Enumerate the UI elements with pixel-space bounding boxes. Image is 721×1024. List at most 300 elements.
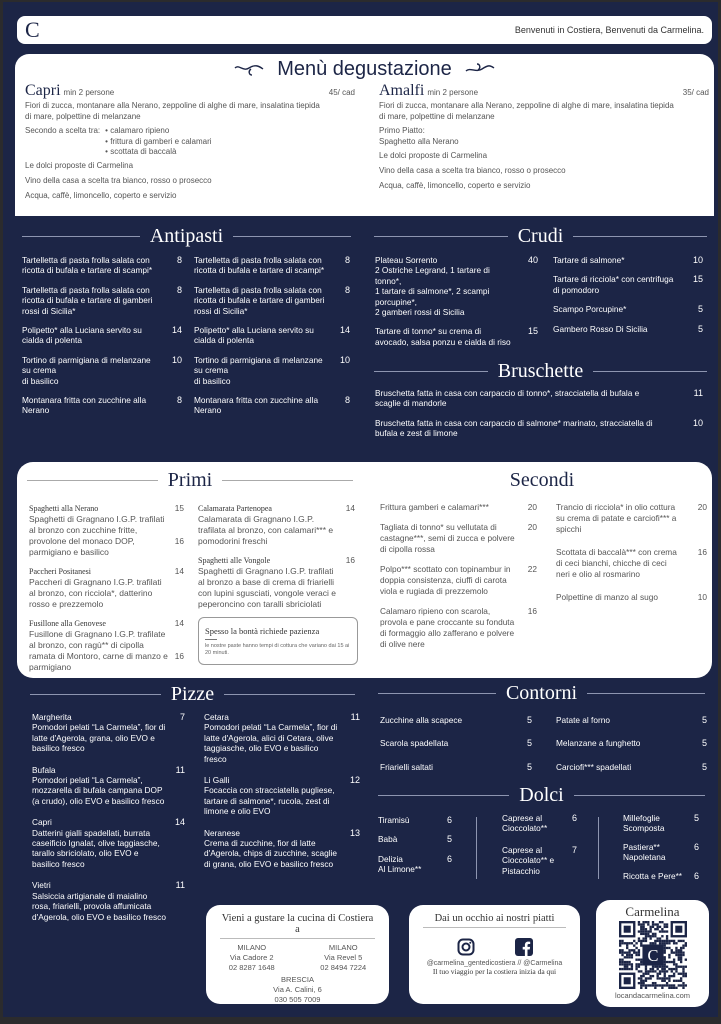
dolci-col-3 [623,813,699,881]
menu-item [553,324,703,334]
menu-item [556,592,707,603]
menu-item [375,255,538,317]
bruschette-list [375,388,703,439]
item-text [378,834,433,844]
item-name: Frittura gamberi e calamari*** [380,502,489,512]
menu-item [556,547,707,580]
item-price: 11 [175,764,185,775]
locations-title: Vieni a gustare la cucina di Costiera a [220,913,375,939]
menu-item [380,522,537,555]
locations-card [206,905,389,1004]
item-text [204,775,339,817]
item-description: Salsiccia artigianale di maialino rosa, friarielli, provola affumicata d'Agerola, olio EVO e basilico fresco [32,890,166,922]
primi-col-2 [198,503,355,610]
location-milano-revel [320,943,366,973]
option: • scottata di baccalà [105,147,211,157]
website-link[interactable]: locandacarmelina.com [614,991,691,1000]
item-name: Tortino di parmigiana di melanzane su crema di basilico [194,354,323,386]
ornament-left-icon [233,63,267,77]
cooking-time-note [198,617,358,665]
section-title: Pizze [170,683,215,705]
phone[interactable]: 030 505 7009 [274,995,321,1004]
menu-item [194,325,350,346]
item-name: Neranese [204,827,240,838]
menu-item [380,502,537,513]
item-name: Ricotta e Pere** [623,870,683,881]
item-name: Tartelletta di pasta frolla salata con ricotta di bufala e tartare di gamberi rossi di Sicilia* [194,284,325,316]
menu-item [204,712,360,764]
item-price: 5 [701,761,707,772]
item-text [194,255,329,276]
menu-item [32,765,185,807]
street: Via Cadore 2 [229,953,274,962]
item-name: Polpo*** scottato con topinambur in doppia consistenza, ciuffi di carota viola e rugiada di prezzemolo [380,564,511,596]
item-text [378,854,433,875]
item-text [556,738,686,748]
item-name: Plateau Sorrento 2 Ostriche Legrand, 1 tartare di tonno*, 1 tartare di salmone*, 2 scampi porcupine*, 2 gamberi rossi di Sicilia [375,255,490,318]
item-name: Scottata di baccalà*** con crema di ceci bianchi, chicche di ceci neri e olio al rosmarino [556,547,677,579]
street: Via Revel 5 [324,953,363,962]
option: • calamaro ripieno [105,126,211,136]
menu-item [556,502,707,535]
menu-item [553,255,703,265]
item-text [380,522,515,555]
item-price: 16 [697,547,707,557]
item-name: Spaghetti alle Vongole [198,556,271,565]
item-text [32,880,167,922]
tasting-title [15,58,714,81]
item-name: Tartare di tonno* su crema di avocado, salsa ponzu e cialda di riso [375,326,511,347]
menu-item [22,355,182,386]
item-price: 5 [526,738,532,749]
item-price: 11 [693,388,703,398]
item-name: Calamarata Partenopea [198,504,272,513]
item-text [194,395,329,416]
item-text [375,326,515,347]
item-price: 8 [176,395,182,406]
capri-vino: Vino della casa a scelta tra bianco, rosso o prosecco [25,176,212,186]
secondi-col-1 [380,502,537,650]
item-description: Paccheri di Gragnano I.G.P. trafilati al bronzo, con ricciola*, datterino rosso e prezzemolo [29,577,162,609]
capri-starters: Fiori di zucca, montanare alla Nerano, zeppoline di alghe di mare, insalatina tiepida di mare, polpettine di melanzane [25,101,320,121]
section-title: Bruschette [497,360,584,382]
item-text [380,606,515,650]
item-price: 15 [692,274,703,285]
item-text [556,592,681,603]
item-price: 40 [527,255,538,265]
section-title: Crudi [517,225,564,247]
contorni-col-1 [380,715,532,772]
crudi-col-2 [553,255,703,334]
item-price: 8 [344,395,350,406]
item-text [556,762,686,772]
item-name: Tartelletta di pasta frolla salata con ricotta di bufala e tartare di gamberi rossi di Sicilia* [22,284,153,316]
menu-item [29,566,184,610]
item-name: Tartare di ricciola* con centrifuga di pomodoro [553,274,674,295]
item-name: Montanara fritta con zucchine alla Nerano [22,395,147,416]
menu-item [198,555,355,610]
dolci-col-2 [502,813,577,876]
item-name: Capri [32,817,52,828]
item-text [380,762,510,772]
menu-item [556,715,707,725]
amalfi-extra: Acqua, caffè, limoncello, coperto e servizio [379,181,531,191]
capri-extra: Acqua, caffè, limoncello, coperto e servizio [25,190,177,200]
item-price: 10 [697,592,707,602]
item-price: 5 [526,715,532,725]
item-price: 20 [697,502,707,512]
menu-item [375,326,538,347]
item-name: Paccheri Positanesi [29,567,91,576]
menu-item [380,606,537,650]
city: MILANO [328,943,358,952]
menu-page [3,2,718,1017]
item-name: Patate al forno [556,715,610,725]
social-tagline: Il tuo viaggio per la costiera inizia da qui [432,967,557,976]
item-price: 10 [692,255,703,265]
menu-item [29,503,184,558]
menu-item [380,564,537,597]
item-text [553,324,678,334]
item-price: 16 [527,606,537,616]
item-name: Delizia Al Limone** [378,853,422,875]
menu-item [378,834,452,844]
menu-item [502,845,577,876]
primi-col-1 [29,503,184,673]
item-name: Tartelletta di pasta frolla salata con ricotta di bufala e tartare di scampi* [194,255,325,276]
item-price: 5 [693,813,699,823]
item-name: Polipetto* alla Luciana servito su cialda di polenta [22,325,142,346]
item-name: Bruschetta fatta in casa con carpaccio di tonno*, stracciatella di bufala e scaglie di mandorle [375,388,640,409]
item-text [375,418,655,439]
crudi-heading [374,225,707,248]
antipasti-heading [22,225,351,248]
item-name: Carciofi*** spadellati [556,761,632,772]
amalfi-dolci: Le dolci proposte di Carmelina [379,151,488,161]
item-price: 5 [526,761,532,772]
item-price: 8 [176,255,182,265]
menu-item [553,304,703,314]
item-name: Melanzane a funghetto [556,738,641,749]
item-text [380,738,510,748]
item-text [22,255,157,276]
item-name: Caprese al Cioccolato** e Pistacchio [502,844,555,876]
pizze-heading [30,683,355,706]
item-price: 8 [344,255,350,265]
menu-item [375,388,703,409]
section-title: Secondi [509,469,575,491]
facebook-icon[interactable] [515,938,533,956]
item-text [378,815,433,825]
item-name: Tartelletta di pasta frolla salata con ricotta di bufala e tartare di scampi* [22,255,153,276]
item-description: Datterini gialli spadellati, burrata caseificio Ignalat, olive taggiasche, tarallo sbriciolato, olio EVO e basilico fresco [32,827,160,869]
logo: C [25,17,40,42]
item-price: 12 [349,775,360,786]
amalfi-menu [379,82,709,196]
item-name: Tortino di parmigiana di melanzane su crema di basilico [22,354,151,386]
section-title: Antipasti [149,225,224,247]
location-brescia [206,975,389,1005]
item-price: 10 [171,354,182,365]
item-name: Scarola spadellata [380,738,449,749]
item-text [623,842,683,863]
item-name: Fusillone alla Genovese [29,619,106,628]
item-description: Fusillone di Gragnano I.G.P. trafilate al bronzo, con ragù** di cipolla ramata di Montoro, carne di manzo e parmigiano [29,629,168,672]
item-price: 13 [349,827,360,838]
item-price: 6 [693,841,699,852]
item-text [553,304,678,314]
street: Via A. Calini, 6 [273,985,322,994]
header-bar [17,16,712,44]
item-text [553,255,678,265]
menu-item [194,255,350,276]
item-price: 6 [446,853,452,864]
item-description: Crema di zucchine, fior di latte d'Agerola, chips di zucchine, scaglie di grana, olio EVO e basilico fresco [204,838,338,869]
item-text [623,813,683,834]
item-price: 10 [339,354,350,365]
social-handles: @carmelina_gentedicostiera // @Carmelina [426,960,563,967]
phone[interactable]: 02 8494 7224 [320,963,367,972]
menu-item [204,775,360,817]
menu-item [22,395,182,416]
item-text [194,325,329,346]
item-name: Bufala [32,764,56,775]
menu-item [623,842,699,863]
menu-item [22,325,182,346]
secondi-col-2 [556,502,707,603]
amalfi-price: 35/ cad [682,88,709,97]
item-description: Pomodori pelati “La Carmela”, mozzarella di bufala campana DOP (a crudo), olio EVO e basilico fresco [32,775,165,806]
item-price: 15 [527,326,538,337]
menu-item [194,355,350,386]
item-text [194,355,329,386]
pizze-col-1 [32,712,185,922]
item-price: 8 [344,284,350,295]
item-description: Spaghetti di Gragnano I.G.P. trafilati al bronzo con zucchine fritte, provolone del monaco DOP, parmigiano e basilico [29,514,165,557]
menu-item [32,817,185,869]
option: • frittura di gamberi e calamari [105,137,211,147]
item-text [380,502,515,513]
item-name: Bruschetta fatta in casa con carpaccio di salmone* marinato, stracciatella di bufala e zest di limone [375,417,653,439]
item-name: Vietri [32,880,51,891]
item-text [375,255,515,317]
item-text [380,564,515,597]
item-name: Polpettine di manzo al sugo [556,592,658,602]
capri-menu [25,82,355,206]
item-description: Pomodori pelati “La Carmela”, fior di latte d'Agerola, grana, olio EVO e basilico fresco [32,722,166,754]
item-text [32,817,167,869]
item-name: Pastiera** Napoletana [623,841,666,863]
item-text [22,285,157,316]
secondo-label: Secondo a scelta tra: [25,126,101,136]
contorni-heading [378,682,705,705]
item-price: 14 [171,325,182,336]
tagline: Benvenuti in Costiera, Benvenuti da Carmelina. [514,25,704,35]
item-text [380,715,510,725]
item-text [29,503,169,558]
item-text [22,325,157,346]
item-price: 6 [571,813,577,823]
item-name: Margherita [32,712,72,722]
note-title: Spesso la bontà richiede pazienza [205,626,320,636]
item-text [32,712,167,754]
item-price: 16 [345,555,355,565]
item-name: Trancio di ricciola* in olio cottura su crema di patate e carciofi*** a spicchi [556,502,677,534]
item-description: Spaghetti di Gragnano I.G.P. trafilati al bronzo a base di crema di friarielli con lupini sgusciati, vongole veraci e peperoncino con taralli sbriciolati [198,566,336,609]
item-price: 15 [174,503,184,513]
ornament-right-icon [462,63,496,77]
item-name: Babà [378,834,398,845]
social-title: Dai un occhio ai nostri piatti [423,913,566,928]
capri-dolci: Le dolci proposte di Carmelina [25,161,134,171]
item-text [32,765,167,807]
amalfi-title: Amalfi [379,82,425,99]
menu-item [378,815,452,825]
item-name: Friarielli saltati [380,761,434,772]
menu-item [198,503,355,547]
item-name: Li Galli [204,775,230,786]
item-name: Scampo Porcupine* [553,304,627,315]
phone[interactable]: 02 8287 1648 [228,963,275,972]
menu-item [380,762,532,772]
menu-item [32,712,185,754]
menu-item [553,274,703,295]
item-text [22,395,157,416]
amalfi-starters: Fiori di zucca, montanare alla Nerano, zeppoline di alghe di mare, insalatina tiepida di mare, polpettine di melanzane [379,101,674,121]
item-price: 10 [692,417,703,428]
dolci-heading [378,784,705,807]
item-price: 22 [527,564,537,574]
item-text [623,871,683,881]
note-text: le nostre paste hanno tempi di cottura che variano dai 15 ai 20 minuti. [205,643,350,656]
menu-item [623,871,699,881]
item-name: Tartare di salmone* [553,255,625,265]
menu-item [378,854,452,875]
item-text [556,715,686,725]
item-text [204,828,339,870]
crudi-col-1 [375,255,538,347]
item-text [556,502,681,535]
item-text [29,618,169,673]
menu-item [502,813,577,834]
item-price: 5 [701,738,707,749]
antipasti-col-1 [22,255,182,416]
instagram-icon[interactable] [457,938,475,956]
tasting-title-text: Menù degustazione [277,58,452,80]
item-description: Calamarata di Gragnano I.G.P. trafilata al bronzo, con calamari*** e pomodorini freschi [198,514,334,546]
brand-name: Carmelina [625,904,680,919]
section-title: Primi [167,469,213,491]
capri-price: 45/ cad [328,88,355,97]
item-price: 14 [174,817,185,828]
menu-item [194,285,350,316]
item-text [556,547,681,580]
tasting-menu-panel [15,54,714,216]
item-text [198,555,338,610]
item-price: 14 [174,618,184,628]
bruschette-heading [374,360,707,383]
item-text [375,388,655,409]
menu-item [204,828,360,870]
svg-text:C: C [647,945,658,965]
item-text [553,274,678,295]
item-price: 5 [697,304,703,315]
menu-item [556,762,707,772]
qr-code[interactable] [619,921,687,989]
item-price: 11 [175,880,185,891]
item-name: Montanara fritta con zucchine alla Nerano [194,395,319,416]
city: MILANO [237,943,267,952]
item-text [194,285,329,316]
item-name: Tagliata di tonno* su vellutata di castagne***, semi di zucca e polvere di cipolla rossa [380,522,515,554]
item-name: Caprese al Cioccolato** [502,813,548,834]
amalfi-vino: Vino della casa a scelta tra bianco, rosso o prosecco [379,166,566,176]
item-text [502,845,560,876]
item-description: Pomodori pelati “La Carmela”, fior di latte d'Agerola, alici di Cetara, olive taggiasche, olio EVO e basilico fresco [204,722,338,764]
section-title: Dolci [519,784,564,806]
item-price: 5 [697,323,703,334]
item-price-secondary: 16 [174,536,184,546]
item-price: 6 [446,815,452,825]
amalfi-min: min 2 persone [427,88,479,97]
social-card [409,905,580,1004]
item-name: Millefoglie Scomposta [623,813,665,834]
capri-secondo [25,126,355,157]
menu-item [380,738,532,748]
location-milano-cadore [229,943,275,973]
menu-item [380,715,532,725]
item-price: 20 [527,502,537,512]
menu-item [22,255,182,276]
item-name: Cetara [204,712,229,722]
item-price-secondary: 16 [174,651,184,661]
item-text [29,566,169,610]
dolci-col-1 [378,815,452,875]
item-name: Zucchine alla scapece [380,715,463,725]
antipasti-col-2 [194,255,350,416]
item-text [22,355,157,386]
menu-item [623,813,699,834]
item-price: 7 [571,844,577,855]
menu-item [194,395,350,416]
amalfi-primo-label: Primo Piatto: [379,126,425,136]
pizze-col-2 [204,712,360,869]
item-text [204,712,339,764]
capri-min: min 2 persone [63,88,115,97]
item-price: 8 [176,284,182,295]
item-price: 14 [174,566,184,576]
item-name: Polipetto* alla Luciana servito su cialda di polenta [194,325,314,346]
item-price: 11 [350,712,360,722]
item-text [502,813,560,834]
item-price: 5 [701,715,707,725]
menu-item [556,738,707,748]
item-price: 6 [693,870,699,881]
city: BRESCIA [281,975,314,984]
menu-item [375,418,703,439]
item-price: 5 [446,834,452,845]
secondi-heading [378,469,706,492]
item-name: Calamaro ripieno con scarola, provola e pane croccante su fonduta di formaggio allo zafferano e polvere di olive nere [380,606,515,649]
amalfi-primo: Spaghetto alla Nerano [379,136,459,146]
item-description: Focaccia con stracciatella pugliese, tartare di salmone*, rucola, zest di limone e olio EVO [204,785,335,817]
primi-heading [27,469,353,492]
item-name: Spaghetti alla Nerano [29,504,99,513]
menu-item [32,880,185,922]
item-text [198,503,338,547]
menu-item [22,285,182,316]
item-price: 14 [345,503,355,513]
